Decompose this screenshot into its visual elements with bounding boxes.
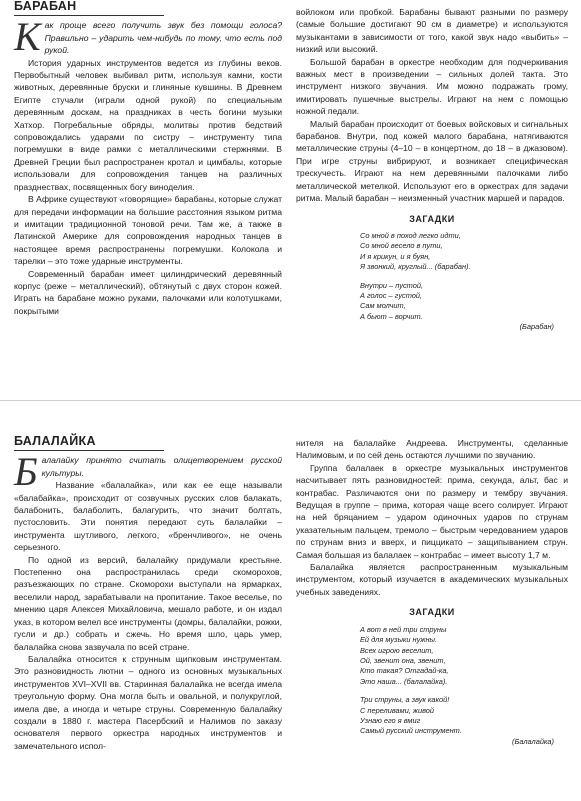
balalaika-lead [14, 449, 282, 495]
paragraph: нителя на балалайке Андреева. Инструменты, сделанные Налимовым, и по сей день остаются лучшими по звучанию. [296, 438, 568, 461]
baraban-title: БАРАБАН [14, 0, 164, 16]
baraban-lead [14, 14, 282, 60]
riddle-line: Всех игрою веселит, [360, 645, 434, 655]
page-baraban [0, 0, 581, 400]
balalaika-column-1 [14, 435, 282, 752]
paragraph: войлоком или пробкой. Барабаны бывают разными по размеру (самые большие достигают 90 см в диаметре) и используются музыкантами в зависимости от того, какой звук надо «выбить» – низкий или высокий. [296, 7, 568, 55]
riddle-line: Узнаю его я вмиг [360, 715, 421, 725]
balalaika-lead-text: алалайку принято считать олицетворением русской культуры. [41, 455, 282, 478]
baraban-column-2 [296, 6, 568, 341]
riddle-line: А голос – густой, [360, 290, 423, 300]
riddle-stanza [360, 625, 568, 687]
riddle-line: А бьют – ворчит. [360, 311, 423, 321]
page-balalaika [0, 400, 581, 801]
riddle-line: Я звонкий, круглый... (барабан). [360, 262, 471, 272]
paragraph: Балалайка относится к струнным щипковым инструментам. Это разновидность лютни – одного из основных музыкальных инструментов XVI–XVII вв. Старинная балалайка не всегда имела треугольную форму. Она могла быть и овальной, и полукруглой, имела две, а иногда и четыре струны. Современную балалайку создали в 1880 г. мастера Пасербский и Налимов по заказу основателя первого оркестра народных инструментов и замечательного испол- [14, 653, 282, 751]
balalaika-riddle-title: ЗАГАДКИ [409, 607, 455, 618]
riddle-answer: (Барабан) [519, 322, 554, 332]
riddle-line: Ой, звенит она, звенит, [360, 655, 446, 665]
riddle-stanza [360, 231, 568, 273]
riddle-line: С переливами, живой [360, 705, 435, 715]
paragraph: Малый барабан происходит от боевых войсковых и сигнальных барабанов. Внутри, под кожей малого барабана, натягиваются металлические струны (4–10 – в концертном, до 18 – в джазовом). При игре струны вибрируют, и возникает специфическая трескучесть. Играют на нем деревянными палочками либо металлической метелкой. Используют его в оркестрах для задачи ритма. Малый барабан – неизменный участник маршей и парадов. [296, 118, 568, 204]
riddle-stanza [360, 281, 568, 333]
riddle-line: Внутри – пустой, [360, 280, 424, 290]
riddle-line: Самый русский инструмент. [360, 726, 462, 736]
riddle-line: Три струны, а звук какой! [360, 695, 450, 705]
balalaika-column-2 [296, 437, 568, 755]
paragraph: Большой барабан в оркестре необходим для подчеркивания важных мест в произведении – сильных долей такта. Это инструмент низкого звучания. Им можно подражать грому, имитировать пушечные выстрелы. Играют на нем с помощью ножной педали. [296, 56, 568, 117]
riddle-line: Сам молчит, [360, 301, 406, 311]
paragraph: История ударных инструментов ведется из глубины веков. Первобытный человек выбивал ритм, используя камни, кости животных, деревянные бруски и глиняные кувшины. В Древнем Египте стучали (играли одной рукой) по специальным деревянным доскам, на праздниках в честь богини музыки Хатхор. Погребальные обряды, молитвы против бедствий сопровождались ударами по систру – инструменту типа погремушки в виде рамки с металлическими стержнями. В Древней Греции был распространен кротал и цимбалы, которые использовали для сопровождения танцев на различных празднествах, посвященных богу виноделия. [14, 57, 282, 192]
baraban-dropcap: К [14, 14, 41, 60]
baraban-riddles [296, 231, 568, 333]
baraban-column-1 [14, 0, 282, 317]
balalaika-title: БАЛАЛАЙКА [14, 435, 164, 451]
riddle-line: Кто такая? Отгадай-ка, [360, 666, 449, 676]
riddle-answer: (Балалайка) [512, 736, 554, 746]
baraban-riddle-title: ЗАГАДКИ [409, 213, 455, 224]
paragraph: Современный барабан имеет цилиндрический деревянный корпус (реже – металлический), обтянутый с двух сторон кожей. Играть на барабане можно руками, палочками или колотушками, покрытыми [14, 268, 282, 316]
riddle-line: Со мной весело в пути, [360, 241, 443, 251]
baraban-lead-text: ак проще всего получить звук без помощи голоса? Правильно – ударить чем-нибудь по тому, что есть под рукой. [44, 20, 282, 56]
paragraph: Балалайка является распространенным музыкальным инструментом, который изучается в академических музыкальных учебных заведениях. [296, 562, 568, 597]
riddle-line: И я крикун, и я буян, [360, 251, 431, 261]
riddle-line: Со мной в поход легко идти, [360, 230, 461, 240]
riddle-stanza [360, 695, 568, 747]
paragraph: В Африке существуют «говорящие» барабаны, которые служат для передачи информации на большие расстояния языком ритма и имитации традиционной тоновой речи. Там же, а также в Латинской Америке для сопровождения народных танцев в настоящее время распространены погремушки. Колокола и тарелки – это тоже ударные инструменты. [14, 194, 282, 267]
paragraph: Название «балалайка», или как ее еще называли «балабайка», происходит от созвучных русских слов балакать, балабонить, балаболить, балагурить, что значит болтать, пустословить. Эти понятия передают суть балалайки – инструмента шутливого, легкого, «бренчливого», не очень серьезного. [14, 480, 282, 553]
paragraph: Группа балалаек в оркестре музыкальных инструментов насчитывает пять разновидностей: прима, секунда, альт, бас и контрабас. Различаются они по размеру и тембру звучания. Ведущая в группе – прима, которая чаще всего солирует. Играют на ней бряцанием – ударом одиночных ударов по струнам указательным пальцем, тремоло – быстрым чередованием ударов по струнам вниз и вверх, и пиццикато – защипыванием струн. Самая большая из балалаек – контрабас – имеет высоту 1,7 м. [296, 462, 568, 560]
riddle-line: Это наша... (балалайка). [360, 676, 448, 686]
riddle-line: Ей для музыки нужны. [360, 635, 438, 645]
balalaika-dropcap: Б [14, 449, 38, 495]
riddle-line: А вот в ней три струны [360, 624, 447, 634]
balalaika-riddles [296, 625, 568, 747]
paragraph: По одной из версий, балалайку придумали крестьяне. Постепенно она распространилась среди скоморохов, разъезжающих по стране. Скоморохи выступали на ярмарках, веселили народ, зарабатывали на пропитание. Такое веселье, по мнению царя Алексея Михайловича, мешало работе, и он издал указ, в котором велел все инструменты (домры, балалайки, рожки, гусли и др.) собрать и сжечь. Но время шло, царь умер, балалайка снова зазвучала по всей стране. [14, 554, 282, 652]
